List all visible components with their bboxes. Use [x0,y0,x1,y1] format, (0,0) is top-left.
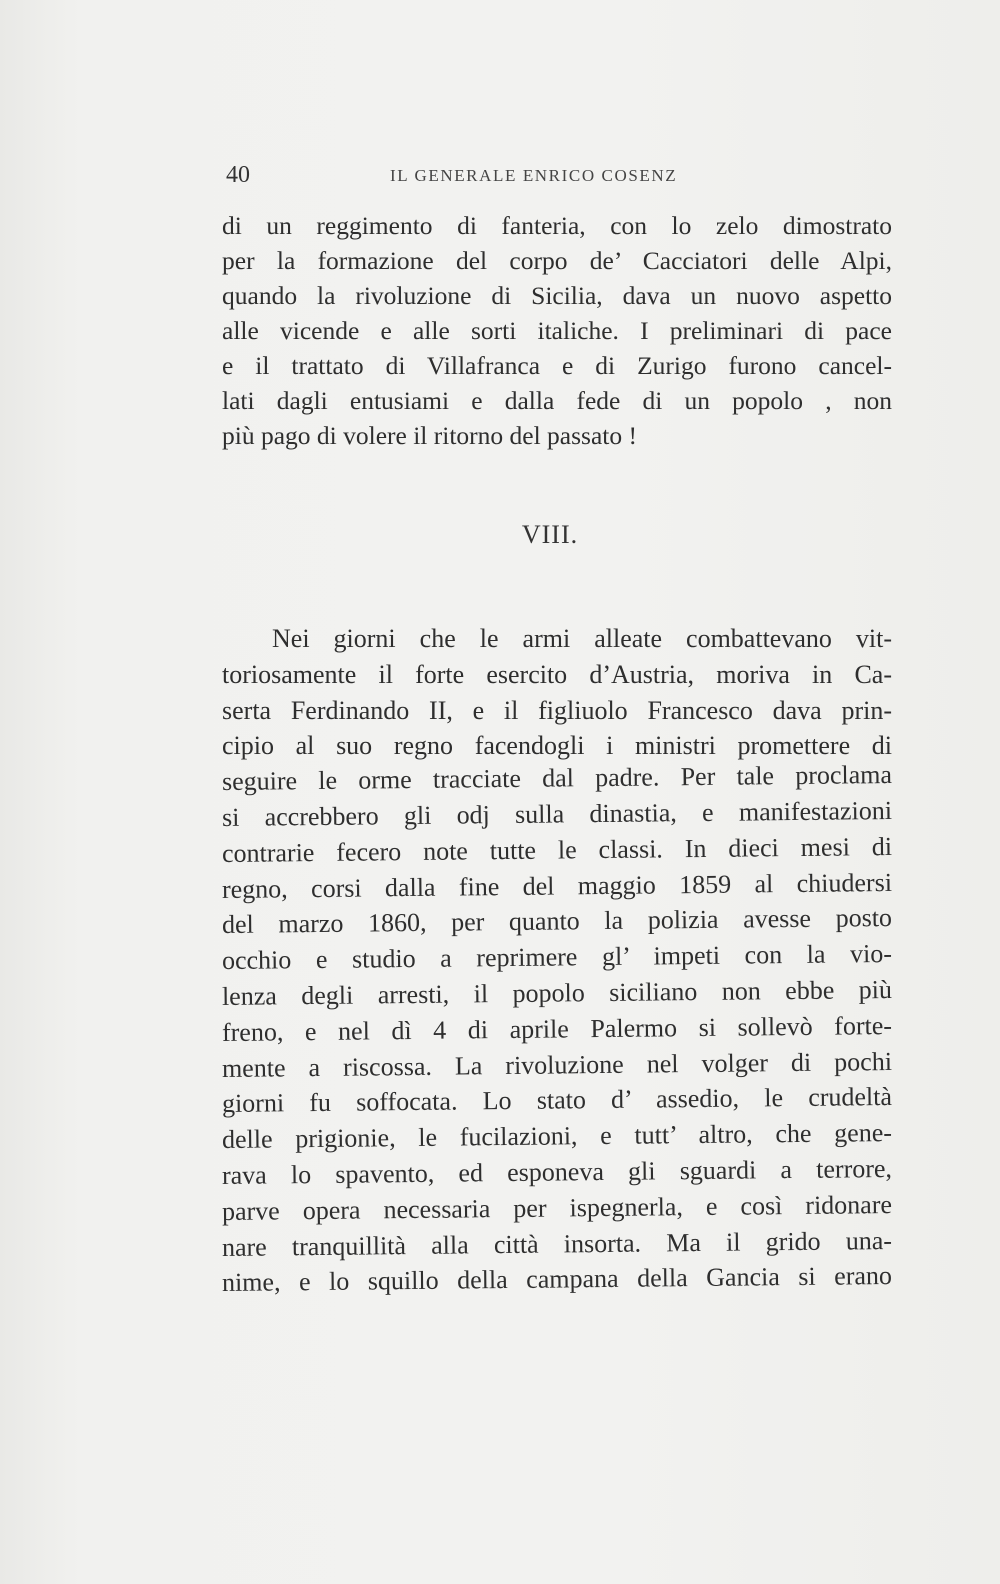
paragraph-2 [222,621,892,1301]
text-line: giorni fu soffocata. Lo stato d’ assedio, le crudeltà [221,1082,893,1119]
text-line: lenza degli arresti, il popolo siciliano non ebbe più [221,974,893,1011]
text-line: nare tranquillità alla città insorta. Ma il grido una- [221,1225,893,1262]
text-line: mente a riscossa. La rivoluzione nel volger di pochi [221,1046,893,1083]
text-line: delle prigionie, le fucilazioni, e tutt’ altro, che gene- [221,1118,893,1155]
page-header [222,162,892,192]
text-line: di un reggimento di fanteria, con lo zelo dimostrato [222,211,892,240]
text-line: occhio e studio a reprimere gl’ impeti con la vio- [221,939,893,976]
page-number: 40 [226,162,250,188]
text-line: toriosamente il forte esercito d’Austria, moriva in Ca- [222,659,892,689]
text-line: alle vicende e alle sorti italiche. I preliminari di pace [222,316,892,345]
text-line: regno, corsi dalla fine del maggio 1859 al chiudersi [221,867,893,904]
text-line: Nei giorni che le armi alleate combattevano vit- [272,624,892,653]
text-line: e il trattato di Villafranca e di Zurigo furono cancel- [222,351,892,380]
text-line: parve opera necessaria per ispegnerla, e così ridonare [221,1189,893,1226]
text-line: contrarie fecero note tutte le classi. In dieci mesi di [221,831,893,868]
text-line: del marzo 1860, per quanto la polizia avesse posto [221,903,893,940]
running-head: IL GENERALE ENRICO COSENZ [390,166,678,185]
text-line: serta Ferdinando II, e il figliuolo Francesco dava prin- [222,695,892,725]
text-line: più pago di volere il ritorno del passato ! [222,421,637,450]
text-line: per la formazione del corpo de’ Cacciatori delle Alpi, [222,246,892,275]
text-line: lati dagli entusiami e dalla fede di un popolo , non [222,386,892,415]
text-line: si accrebbero gli odj sulla dinastia, e manifestazioni [221,795,893,832]
section-heading: VIII. [521,520,579,549]
text-line: cipio al suo regno facendogli i ministri promettere di [222,731,892,761]
text-line: nime, e lo squillo della campana della Gancia si erano [221,1261,893,1298]
paragraph-1 [222,208,892,453]
text-line: quando la rivoluzione di Sicilia, dava un nuovo aspetto [222,281,892,310]
text-line: seguire le orme tracciate dal padre. Per tale proclama [221,760,893,797]
text-line: freno, e nel dì 4 di aprile Palermo si sollevò forte- [221,1010,893,1047]
text-line: rava lo spavento, ed esponeva gli sguardi a terrore, [221,1153,893,1190]
